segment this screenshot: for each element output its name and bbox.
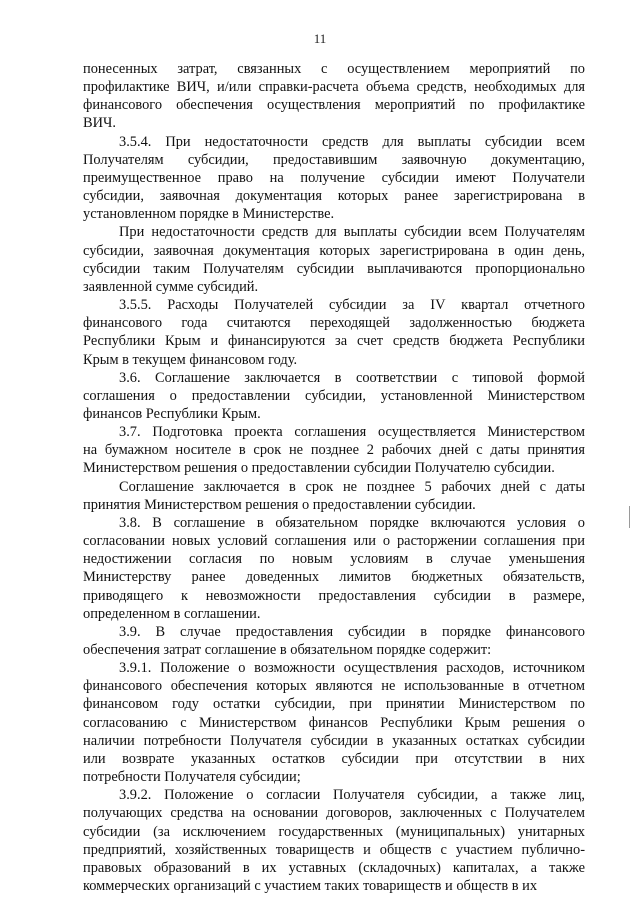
text-line: финансовом году остатки субсидии, при принятии Министерством по	[83, 696, 585, 713]
paragraph	[83, 223, 585, 296]
text-line: Крым в текущем финансовом году.	[83, 351, 298, 368]
text-line: или возврате указанных остатков субсидии при отсутствии в них	[83, 750, 585, 767]
paragraph	[83, 786, 585, 895]
text-line: 3.6. Соглашение заключается в соответствии с типовой формой	[119, 369, 585, 386]
text-line: финансового года считаются переходящей задолженностью бюджета	[83, 315, 585, 332]
text-line: установленном порядке в Министерстве.	[83, 206, 335, 223]
paragraph	[83, 659, 585, 786]
document-body	[83, 60, 585, 895]
text-line: коммерческих организаций с участием таких товариществ и обществ в их	[83, 878, 538, 895]
text-line: приводящего к невозможности предоставления субсидии в размере,	[83, 587, 585, 604]
text-line: Республики Крым и финансируются за счет средств бюджета Республики	[83, 333, 585, 350]
text-line: профилактике ВИЧ, и/или справки-расчета объема средств, необходимых для	[83, 79, 585, 96]
text-line: Соглашение заключается в срок не позднее 5 рабочих дней с даты	[119, 478, 585, 495]
text-line: определенном в соглашении.	[83, 605, 261, 622]
text-line: соглашения о предоставлении субсидии, установленной Министерством	[83, 387, 585, 404]
text-line: При недостаточности средств для выплаты субсидии всем Получателям	[119, 224, 585, 241]
text-line: Министерству ранее доведенных лимитов бюджетных обязательств,	[83, 569, 585, 586]
text-line: потребности Получателя субсидии;	[83, 769, 301, 786]
text-line: субсидии (за исключением государственных (муниципальных) унитарных	[83, 823, 585, 840]
text-line: недостижении согласия по новым условиям в случае уменьшения	[83, 551, 585, 568]
text-line: Получателям субсидии, предоставившим заявочную документацию,	[83, 151, 585, 168]
text-line: заявленной сумме субсидий.	[83, 278, 259, 295]
paragraph	[83, 296, 585, 369]
paragraph	[83, 478, 585, 514]
text-line: субсидии таким Получателям субсидии выплачиваются пропорционально	[83, 260, 585, 277]
text-line: наличии потребности Получателя субсидии в указанных остатках субсидии	[83, 732, 585, 749]
paragraph	[83, 514, 585, 623]
text-line: правовых образований в их уставных (складочных) капиталах, а также	[83, 859, 585, 876]
text-line: субсидии, заявочная документация которых ранее зарегистрирована в	[83, 188, 585, 205]
text-line: 3.8. В соглашение в обязательном порядке включаются условия о	[119, 514, 585, 531]
text-line: согласовании новых условий соглашения или о расторжении соглашения при	[83, 533, 585, 550]
text-line: принятия Министерством решения о предоставлении субсидии.	[83, 496, 476, 513]
text-line: получающих средства на основании договоров, заключенных с Получателем	[83, 805, 585, 822]
paragraph	[83, 60, 585, 133]
paragraph	[83, 133, 585, 224]
scan-artifact-line	[629, 506, 630, 528]
text-line: финансов Республики Крым.	[83, 405, 261, 422]
page-number: 11	[313, 31, 327, 46]
text-line: 3.9.1. Положение о возможности осуществления расходов, источником	[119, 660, 585, 677]
text-line: финансового обеспечения которых являются не использованные в отчетном	[83, 678, 585, 695]
text-line: предприятий, хозяйственных товариществ и обществ с участием публично-	[83, 841, 585, 858]
paragraph	[83, 623, 585, 659]
text-line: 3.5.4. При недостаточности средств для выплаты субсидии всем	[119, 133, 585, 150]
text-line: согласованию с Министерством финансов Республики Крым решения о	[83, 714, 585, 731]
text-line: преимущественное право на получение субсидии имеют Получатели	[83, 169, 585, 186]
text-line: понесенных затрат, связанных с осуществлением мероприятий по	[83, 61, 585, 77]
text-line: финансового обеспечения осуществления мероприятий по профилактике	[83, 97, 585, 114]
text-line: ВИЧ.	[83, 115, 116, 132]
text-line: субсидии, заявочная документация которых зарегистрирована в один день,	[83, 242, 585, 259]
text-line: 3.5.5. Расходы Получателей субсидии за IV квартал отчетного	[119, 297, 585, 314]
text-line: на бумажном носителе в срок не позднее 2 рабочих дней с даты принятия	[83, 442, 585, 459]
text-line: 3.7. Подготовка проекта соглашения осуществляется Министерством	[119, 424, 585, 441]
text-line: 3.9.2. Положение о согласии Получателя субсидии, а также лиц,	[119, 787, 585, 804]
text-line: 3.9. В случае предоставления субсидии в порядке финансового	[119, 623, 585, 640]
text-line: обеспечения затрат соглашение в обязательном порядке содержит:	[83, 642, 492, 658]
paragraph	[83, 369, 585, 423]
paragraph	[83, 423, 585, 477]
text-line: Министерством решения о предоставлении субсидии Получателю субсидии.	[83, 460, 555, 477]
